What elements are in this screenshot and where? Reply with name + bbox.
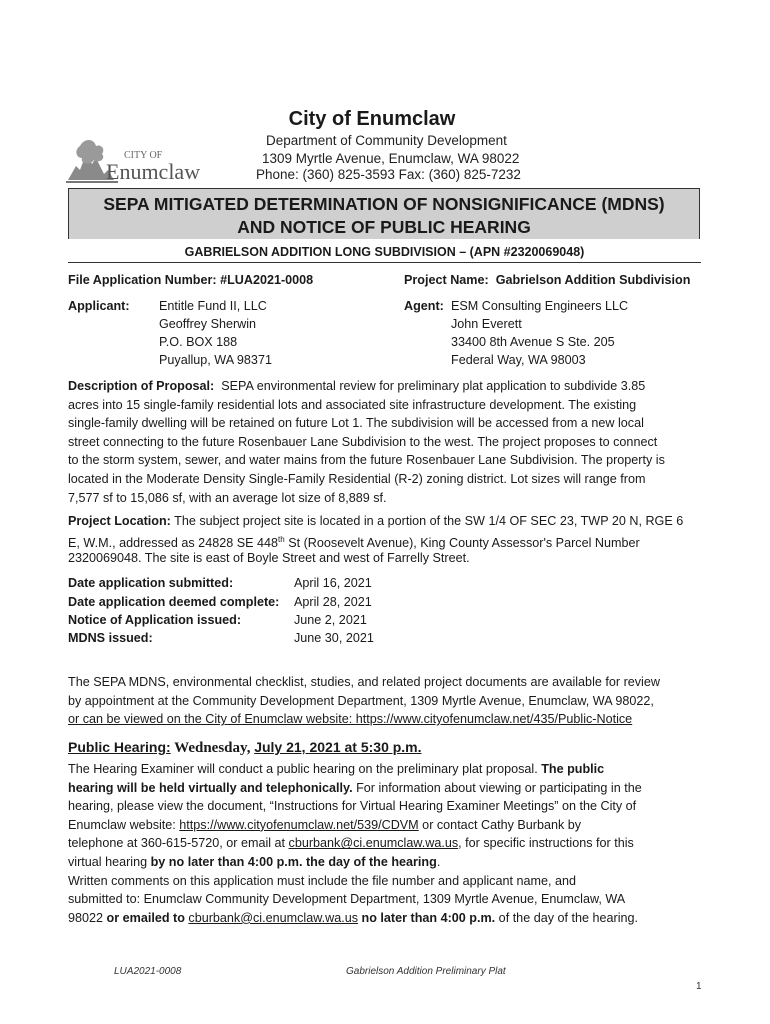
public-notice-link[interactable]: or can be viewed on the City of Enumclaw website: https://www.cityofenumclaw.net/435/Public-Notice bbox=[68, 712, 633, 727]
date-value-mdns: June 30, 2021 bbox=[294, 631, 374, 645]
hearing-paragraph bbox=[68, 760, 642, 927]
availability-paragraph bbox=[68, 673, 660, 729]
date-value-complete: April 28, 2021 bbox=[294, 595, 372, 609]
file-application-number: File Application Number: #LUA2021-0008 bbox=[68, 273, 314, 287]
written-comments-line: submitted to: Enumclaw Community Development Department, 1309 Myrtle Avenue, Enumclaw, WA bbox=[68, 892, 626, 907]
description-line: located in the Moderate Density Single-Family Residential (R-2) zoning district. Lot sizes will range from bbox=[68, 471, 646, 486]
location-line: The subject project site is located in a portion of the SW 1/4 OF SEC 23, TWP 20 N, RGE 6 bbox=[174, 514, 684, 528]
written-comments-line: of the day of the hearing. bbox=[495, 910, 639, 925]
availability-line: by appointment at the Community Development Department, 1309 Myrtle Avenue, Enumclaw, WA 98022, bbox=[68, 693, 654, 708]
notice-subtitle: GABRIELSON ADDITION LONG SUBDIVISION – (APN #2320069048) bbox=[184, 245, 585, 259]
department-name: Department of Community Development bbox=[266, 133, 507, 148]
location-label: Project Location: bbox=[68, 514, 171, 528]
date-value-submitted: April 16, 2021 bbox=[294, 576, 372, 590]
hearing-bold: by no later than 4:00 p.m. the day of the hearing bbox=[150, 854, 437, 869]
location-line: E, W.M., addressed as 24828 SE 448 bbox=[68, 535, 279, 550]
notice-title-line2: AND NOTICE OF PUBLIC HEARING bbox=[237, 217, 531, 237]
logo-big-text: Enumclaw bbox=[106, 159, 200, 184]
date-label-mdns: MDNS issued: bbox=[68, 631, 153, 645]
description-line: SEPA environmental review for preliminary plat application to subdivide 3.85 bbox=[221, 379, 646, 393]
project-name-value: Gabrielson Addition Subdivision bbox=[495, 273, 691, 287]
location-paragraph bbox=[68, 512, 683, 568]
public-hearing-heading bbox=[68, 737, 422, 758]
written-comments-bold: or emailed to bbox=[106, 910, 189, 925]
footer-project-name: Gabrielson Addition Preliminary Plat bbox=[346, 966, 506, 977]
agent-city: Federal Way, WA 98003 bbox=[451, 353, 586, 367]
hearing-line: or contact Cathy Burbank by bbox=[418, 817, 582, 832]
agent-street: 33400 8th Avenue S Ste. 205 bbox=[451, 335, 615, 349]
hearing-line: telephone at 360-615-5720, or email at bbox=[68, 836, 289, 851]
org-title: City of Enumclaw bbox=[288, 108, 456, 130]
notice-subtitle-row bbox=[68, 238, 701, 263]
hearing-line: hearing, please view the document, “Instructions for Virtual Hearing Examiner Meetings” on the City of bbox=[68, 799, 637, 814]
date-value-notice: June 2, 2021 bbox=[294, 613, 367, 627]
location-superscript: th bbox=[278, 534, 285, 544]
project-name bbox=[404, 271, 690, 290]
applicant-name: Entitle Fund II, LLC bbox=[159, 299, 267, 313]
location-line: St (Roosevelt Avenue), King County Assessor's Parcel Number bbox=[284, 535, 640, 550]
hearing-line: Enumclaw website: bbox=[68, 817, 180, 832]
cdvm-link[interactable]: https://www.cityofenumclaw.net/539/CDVM bbox=[179, 817, 419, 832]
agent-name: ESM Consulting Engineers LLC bbox=[451, 299, 629, 313]
description-line: single-family dwelling will be retained on future Lot 1. The subdivision will be accessed from a new local bbox=[68, 416, 644, 431]
hearing-line: For information about viewing or participating in the bbox=[352, 780, 642, 795]
email-link[interactable]: cburbank@ci.enumclaw.wa.us bbox=[288, 836, 459, 851]
description-label: Description of Proposal: bbox=[68, 379, 215, 393]
city-logo bbox=[66, 136, 200, 186]
description-line: street connecting to the future Rosenbauer Lane Subdivision to the west. The project proposes to connect bbox=[68, 434, 658, 449]
written-comments-line: 98022 bbox=[68, 910, 107, 925]
date-label-submitted: Date application submitted: bbox=[68, 576, 234, 590]
project-name-label: Project Name: bbox=[404, 273, 489, 287]
hearing-line: The Hearing Examiner will conduct a public hearing on the preliminary plat proposal. bbox=[68, 762, 542, 776]
agent-label: Agent: bbox=[404, 299, 444, 313]
logo-small-text: CITY OF bbox=[124, 150, 163, 161]
written-comments-line: Written comments on this application must include the file number and applicant name, and bbox=[68, 873, 576, 888]
hearing-bold: hearing will be held virtually and telephonically. bbox=[68, 780, 353, 795]
public-hearing-day: Wednesday, bbox=[170, 740, 255, 756]
applicant-contact: Geoffrey Sherwin bbox=[159, 317, 257, 331]
applicant-city: Puyallup, WA 98371 bbox=[159, 353, 272, 367]
location-line: 2320069048. The site is east of Boyle Street and west of Farrelly Street. bbox=[68, 551, 470, 566]
agent-contact: John Everett bbox=[451, 317, 522, 331]
date-label-notice: Notice of Application issued: bbox=[68, 613, 242, 627]
hearing-line: . bbox=[436, 854, 441, 869]
hearing-line: , for specific instructions for this bbox=[458, 836, 634, 851]
applicant-label: Applicant: bbox=[68, 299, 130, 313]
public-hearing-date: July 21, 2021 at 5:30 p.m. bbox=[254, 739, 422, 755]
public-hearing-label: Public Hearing: bbox=[68, 739, 171, 755]
department-phone-fax: Phone: (360) 825-3593 Fax: (360) 825-7232 bbox=[256, 167, 521, 182]
description-line: 7,577 sf to 15,086 sf, with an average lot size of 8,889 sf. bbox=[68, 490, 387, 505]
department-address: 1309 Myrtle Avenue, Enumclaw, WA 98022 bbox=[262, 151, 520, 166]
email-link-comments[interactable]: cburbank@ci.enumclaw.wa.us bbox=[188, 910, 359, 925]
description-paragraph bbox=[68, 377, 665, 507]
page-number: 1 bbox=[696, 981, 702, 992]
written-comments-bold: no later than 4:00 p.m. bbox=[358, 910, 496, 925]
description-line: to the storm system, sewer, and water mains from the future Rosenbauer Lane Subdivision. The property is bbox=[68, 453, 665, 468]
notice-title-line1: SEPA MITIGATED DETERMINATION OF NONSIGNIFICANCE (MDNS) bbox=[103, 194, 665, 214]
footer-file-number: LUA2021-0008 bbox=[114, 966, 182, 977]
applicant-po-box: P.O. BOX 188 bbox=[159, 335, 238, 349]
availability-line: The SEPA MDNS, environmental checklist, studies, and related project documents are available for review bbox=[68, 675, 660, 689]
hearing-bold: The public bbox=[541, 762, 605, 776]
notice-title-box bbox=[68, 188, 700, 239]
hearing-line: virtual hearing bbox=[68, 854, 151, 869]
date-label-complete: Date application deemed complete: bbox=[68, 595, 280, 609]
description-line: acres into 15 single-family residential lots and associated site infrastructure development. The existing bbox=[68, 397, 637, 412]
